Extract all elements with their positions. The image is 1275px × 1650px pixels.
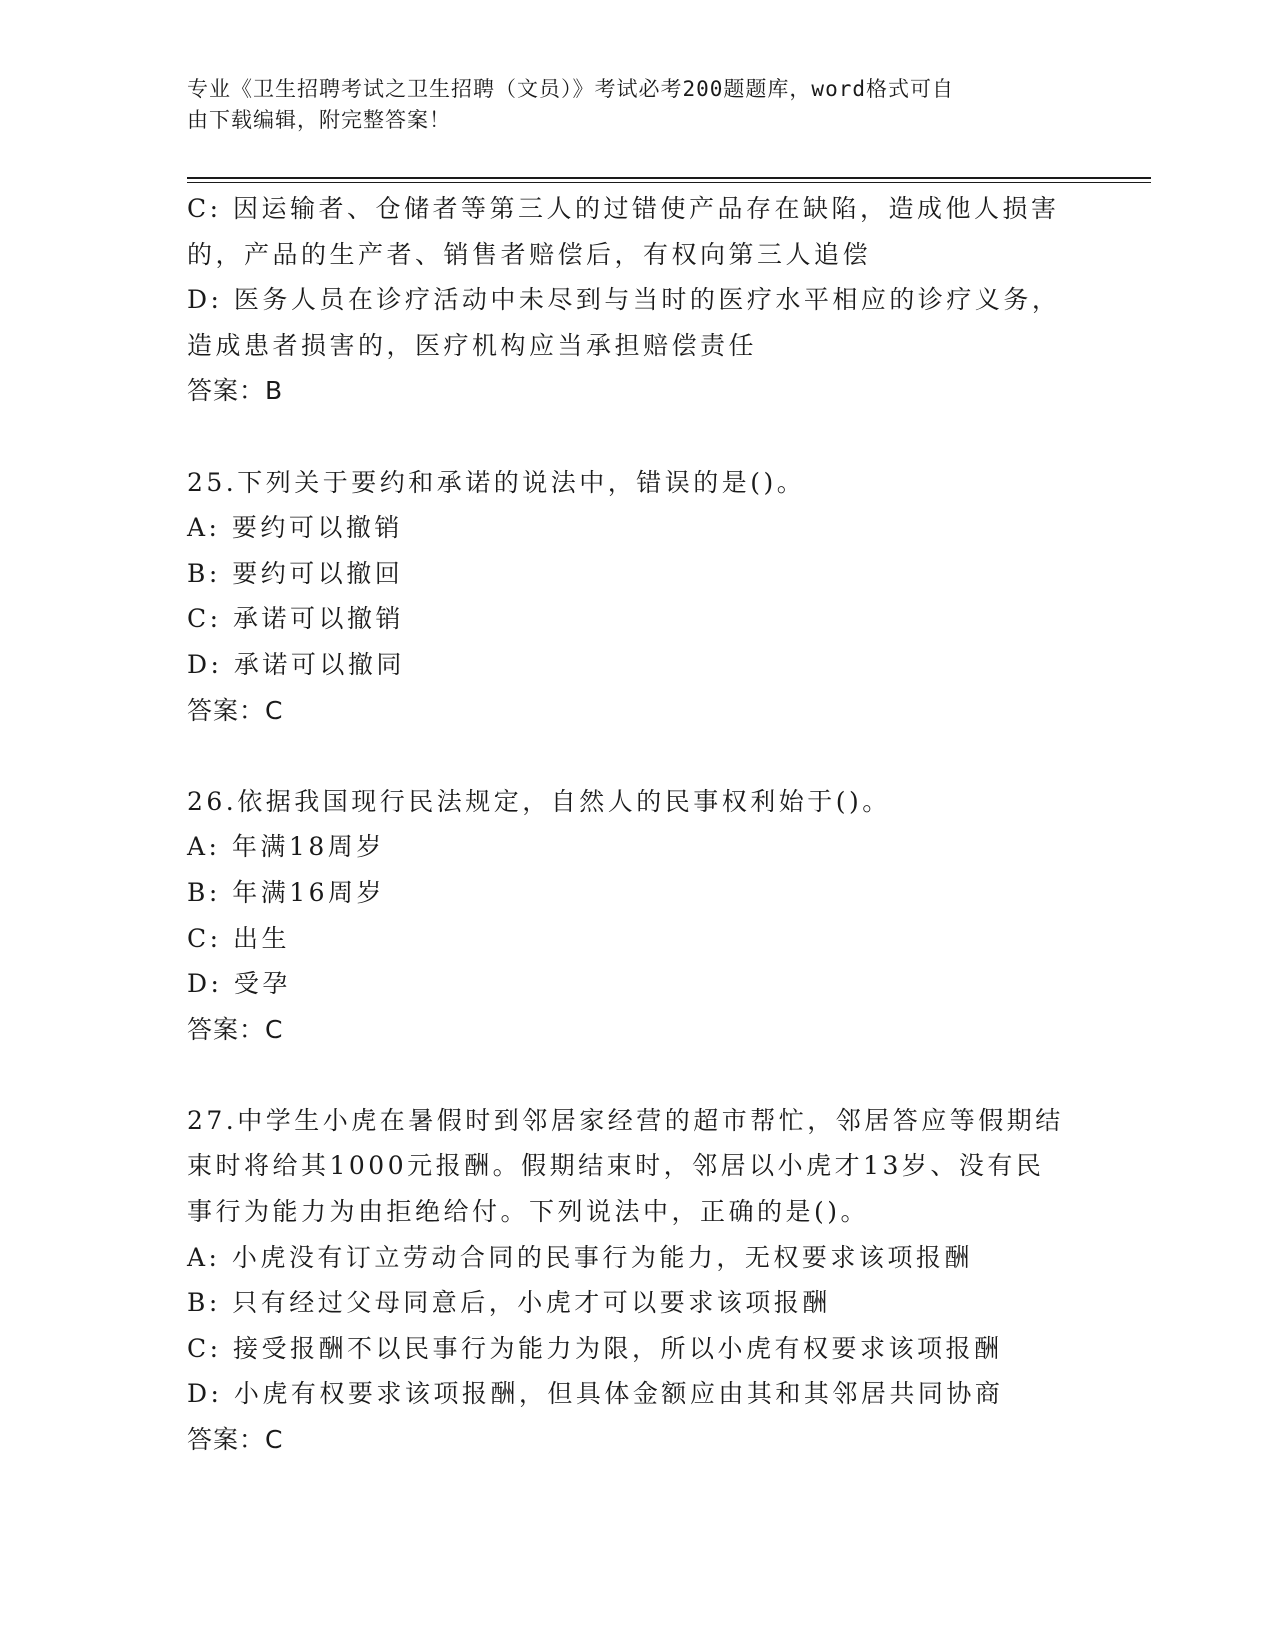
option-a: A: 要约可以撤销	[187, 513, 403, 543]
question-stem-line-3: 事行为能力为由拒绝给付。下列说法中，正确的是()。	[187, 1197, 870, 1227]
option-c: C: 承诺可以撤销	[187, 604, 404, 634]
option-b: B: 只有经过父母同意后，小虎才可以要求该项报酬	[187, 1288, 831, 1318]
option-d: D: 受孕	[187, 969, 291, 999]
option-d-line-2: 造成患者损害的，医疗机构应当承担赔偿责任	[187, 330, 758, 360]
option-c: C: 出生	[187, 923, 290, 953]
option-b: B: 年满16周岁	[187, 877, 386, 907]
question-stem: 26.依据我国现行民法规定，自然人的民事权利始于()。	[187, 786, 891, 816]
question-block-25	[187, 460, 1107, 734]
header-divider-thick	[187, 177, 1151, 179]
option-c-line-2: 的，产品的生产者、销售者赔偿后，有权向第三人追偿	[187, 239, 872, 269]
question-block-26	[187, 779, 1107, 1053]
question-stem-line-2: 束时将给其1000元报酬。假期结束时，邻居以小虎才13岁、没有民	[187, 1151, 1045, 1181]
spacer	[187, 733, 1107, 779]
header-line-2: 由下载编辑，附完整答案！	[187, 108, 451, 132]
option-b: B: 要约可以撤回	[187, 558, 404, 588]
option-d-line-1: D: 医务人员在诊疗活动中未尽到与当时的医疗水平相应的诊疗义务，	[187, 285, 1061, 315]
spacer	[187, 414, 1107, 460]
option-a: A: 小虎没有订立劳动合同的民事行为能力，无权要求该项报酬	[187, 1242, 973, 1272]
option-c: C: 接受报酬不以民事行为能力为限，所以小虎有权要求该项报酬	[187, 1333, 1003, 1363]
document-header	[187, 74, 1087, 136]
option-d: D: 小虎有权要求该项报酬，但具体金额应由其和其邻居共同协商	[187, 1379, 1004, 1409]
answer-label: 答案：C	[187, 695, 284, 725]
spacer	[187, 1052, 1107, 1098]
question-stem-line-1: 27.中学生小虎在暑假时到邻居家经营的超市帮忙，邻居答应等假期结	[187, 1105, 1064, 1135]
header-divider-thin	[187, 182, 1151, 183]
answer-label: 答案：B	[187, 376, 284, 406]
option-d: D: 承诺可以撤同	[187, 649, 405, 679]
header-line-1: 专业《卫生招聘考试之卫生招聘（文员）》考试必考200题题库，word格式可自	[187, 77, 954, 101]
question-content	[187, 186, 1107, 1463]
answer-label: 答案：C	[187, 1425, 284, 1455]
option-a: A: 年满18周岁	[187, 832, 385, 862]
question-block-27	[187, 1098, 1107, 1463]
answer-label: 答案：C	[187, 1014, 284, 1044]
question-stem: 25.下列关于要约和承诺的说法中，错误的是()。	[187, 467, 806, 497]
option-c-line-1: C: 因运输者、仓储者等第三人的过错使产品存在缺陷，造成他人损害	[187, 194, 1060, 223]
question-block-24-partial	[187, 186, 1107, 414]
